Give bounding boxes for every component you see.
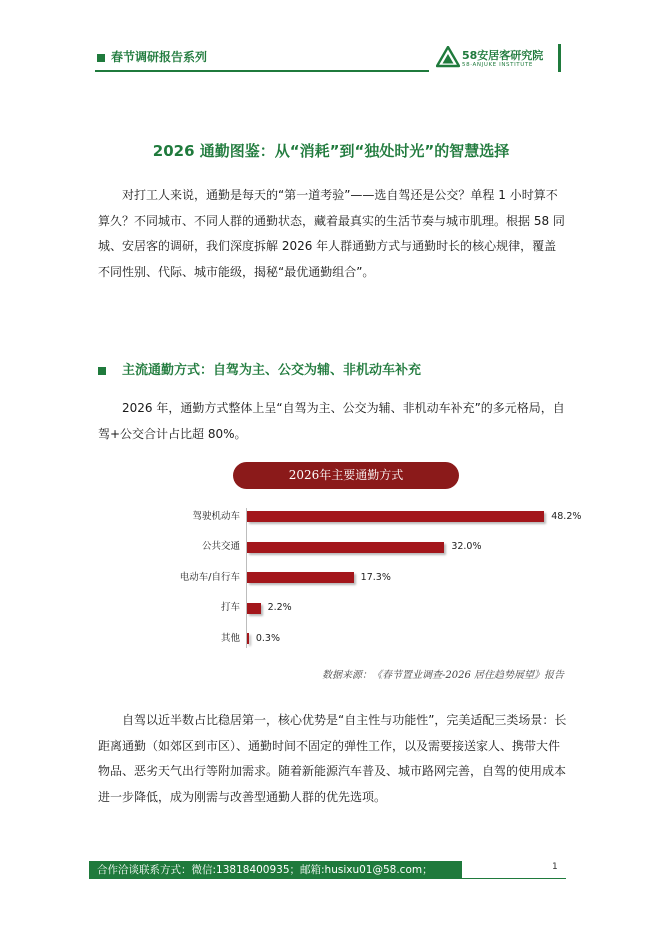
chart-category-label: 公共交通 bbox=[201, 541, 240, 552]
chart-value-label: 17.3% bbox=[360, 571, 391, 583]
header-divider bbox=[95, 70, 429, 72]
section-paragraph bbox=[98, 396, 568, 447]
chart-value-label: 2.2% bbox=[267, 602, 292, 613]
chart-value-label: 0.3% bbox=[255, 632, 280, 644]
chart-value-label: 32.0% bbox=[451, 541, 482, 552]
logo bbox=[436, 46, 556, 72]
chart-value-label: 48.2% bbox=[551, 510, 582, 522]
logo-subtitle: 58·ANJUKE INSTITUTE bbox=[462, 62, 533, 68]
chart-category-label: 打车 bbox=[220, 602, 240, 613]
header-square-icon bbox=[97, 54, 105, 62]
chart-bar bbox=[247, 572, 354, 583]
footer-contact: 合作洽谈联系方式：微信:13818400935；邮箱:husixu01@58.com； bbox=[97, 864, 433, 876]
page-title: 2026 通勤图鉴：从“消耗”到“独处时光”的智慧选择 bbox=[152, 142, 510, 160]
section-title: 主流通勤方式：自驾为主、公交为辅、非机动车补充 bbox=[122, 363, 422, 378]
chart-category-label: 电动车/自行车 bbox=[179, 571, 240, 583]
series-label: 春节调研报告系列 bbox=[111, 50, 208, 64]
analysis-paragraph bbox=[98, 708, 568, 810]
logo-name: 58安居客研究院 bbox=[462, 49, 544, 62]
chart-bar bbox=[247, 603, 261, 614]
data-source: 数据来源：《春节置业调查-2026 居住趋势展望》报告 bbox=[321, 670, 564, 681]
chart-title: 2026年主要通勤方式 bbox=[288, 468, 404, 482]
chart-bar bbox=[247, 542, 444, 553]
intro-paragraph bbox=[98, 183, 568, 285]
chart-category-label: 驾驶机动车 bbox=[192, 510, 240, 522]
intro-text: 对打工人来说，通勤是每天的“第一道考验”——选自驾还是公交？单程 1 小时算不算久？不同城市、不同人群的通勤状态，藏着最真实的生活节奏与城市肌理。根据 58 同城、安居客的调研，我们深度拆解 2026 年人群通勤方式与通勤时长的核心规律，覆盖不同性别、代际、城市能级，揭秘“最优通勤组合”。 bbox=[98, 188, 565, 279]
header-accent-bar bbox=[558, 44, 561, 72]
chart-bar bbox=[247, 633, 249, 644]
page-number: 1 bbox=[552, 862, 558, 872]
section-bullet-icon bbox=[98, 367, 106, 375]
footer-divider bbox=[462, 878, 566, 879]
analysis-text: 自驾以近半数占比稳居第一，核心优势是“自主性与功能性”，完美适配三类场景：长距离通勤（如郊区到市区）、通勤时间不固定的弹性工作，以及需要接送家人、携带大件物品、恶劣天气出行等附加需求。随着新能源汽车普及、城市路网完善，自驾的使用成本进一步降低，成为刚需与改善型通勤人群的优先选项。 bbox=[98, 713, 567, 804]
chart-category-label: 其他 bbox=[220, 632, 240, 644]
logo-house-icon bbox=[436, 46, 460, 68]
commute-mode-chart bbox=[150, 458, 582, 656]
section-text: 2026 年，通勤方式整体上呈“自驾为主、公交为辅、非机动车补充”的多元格局，自驾+公交合计占比超 80%。 bbox=[98, 401, 565, 441]
chart-bar bbox=[247, 511, 544, 522]
